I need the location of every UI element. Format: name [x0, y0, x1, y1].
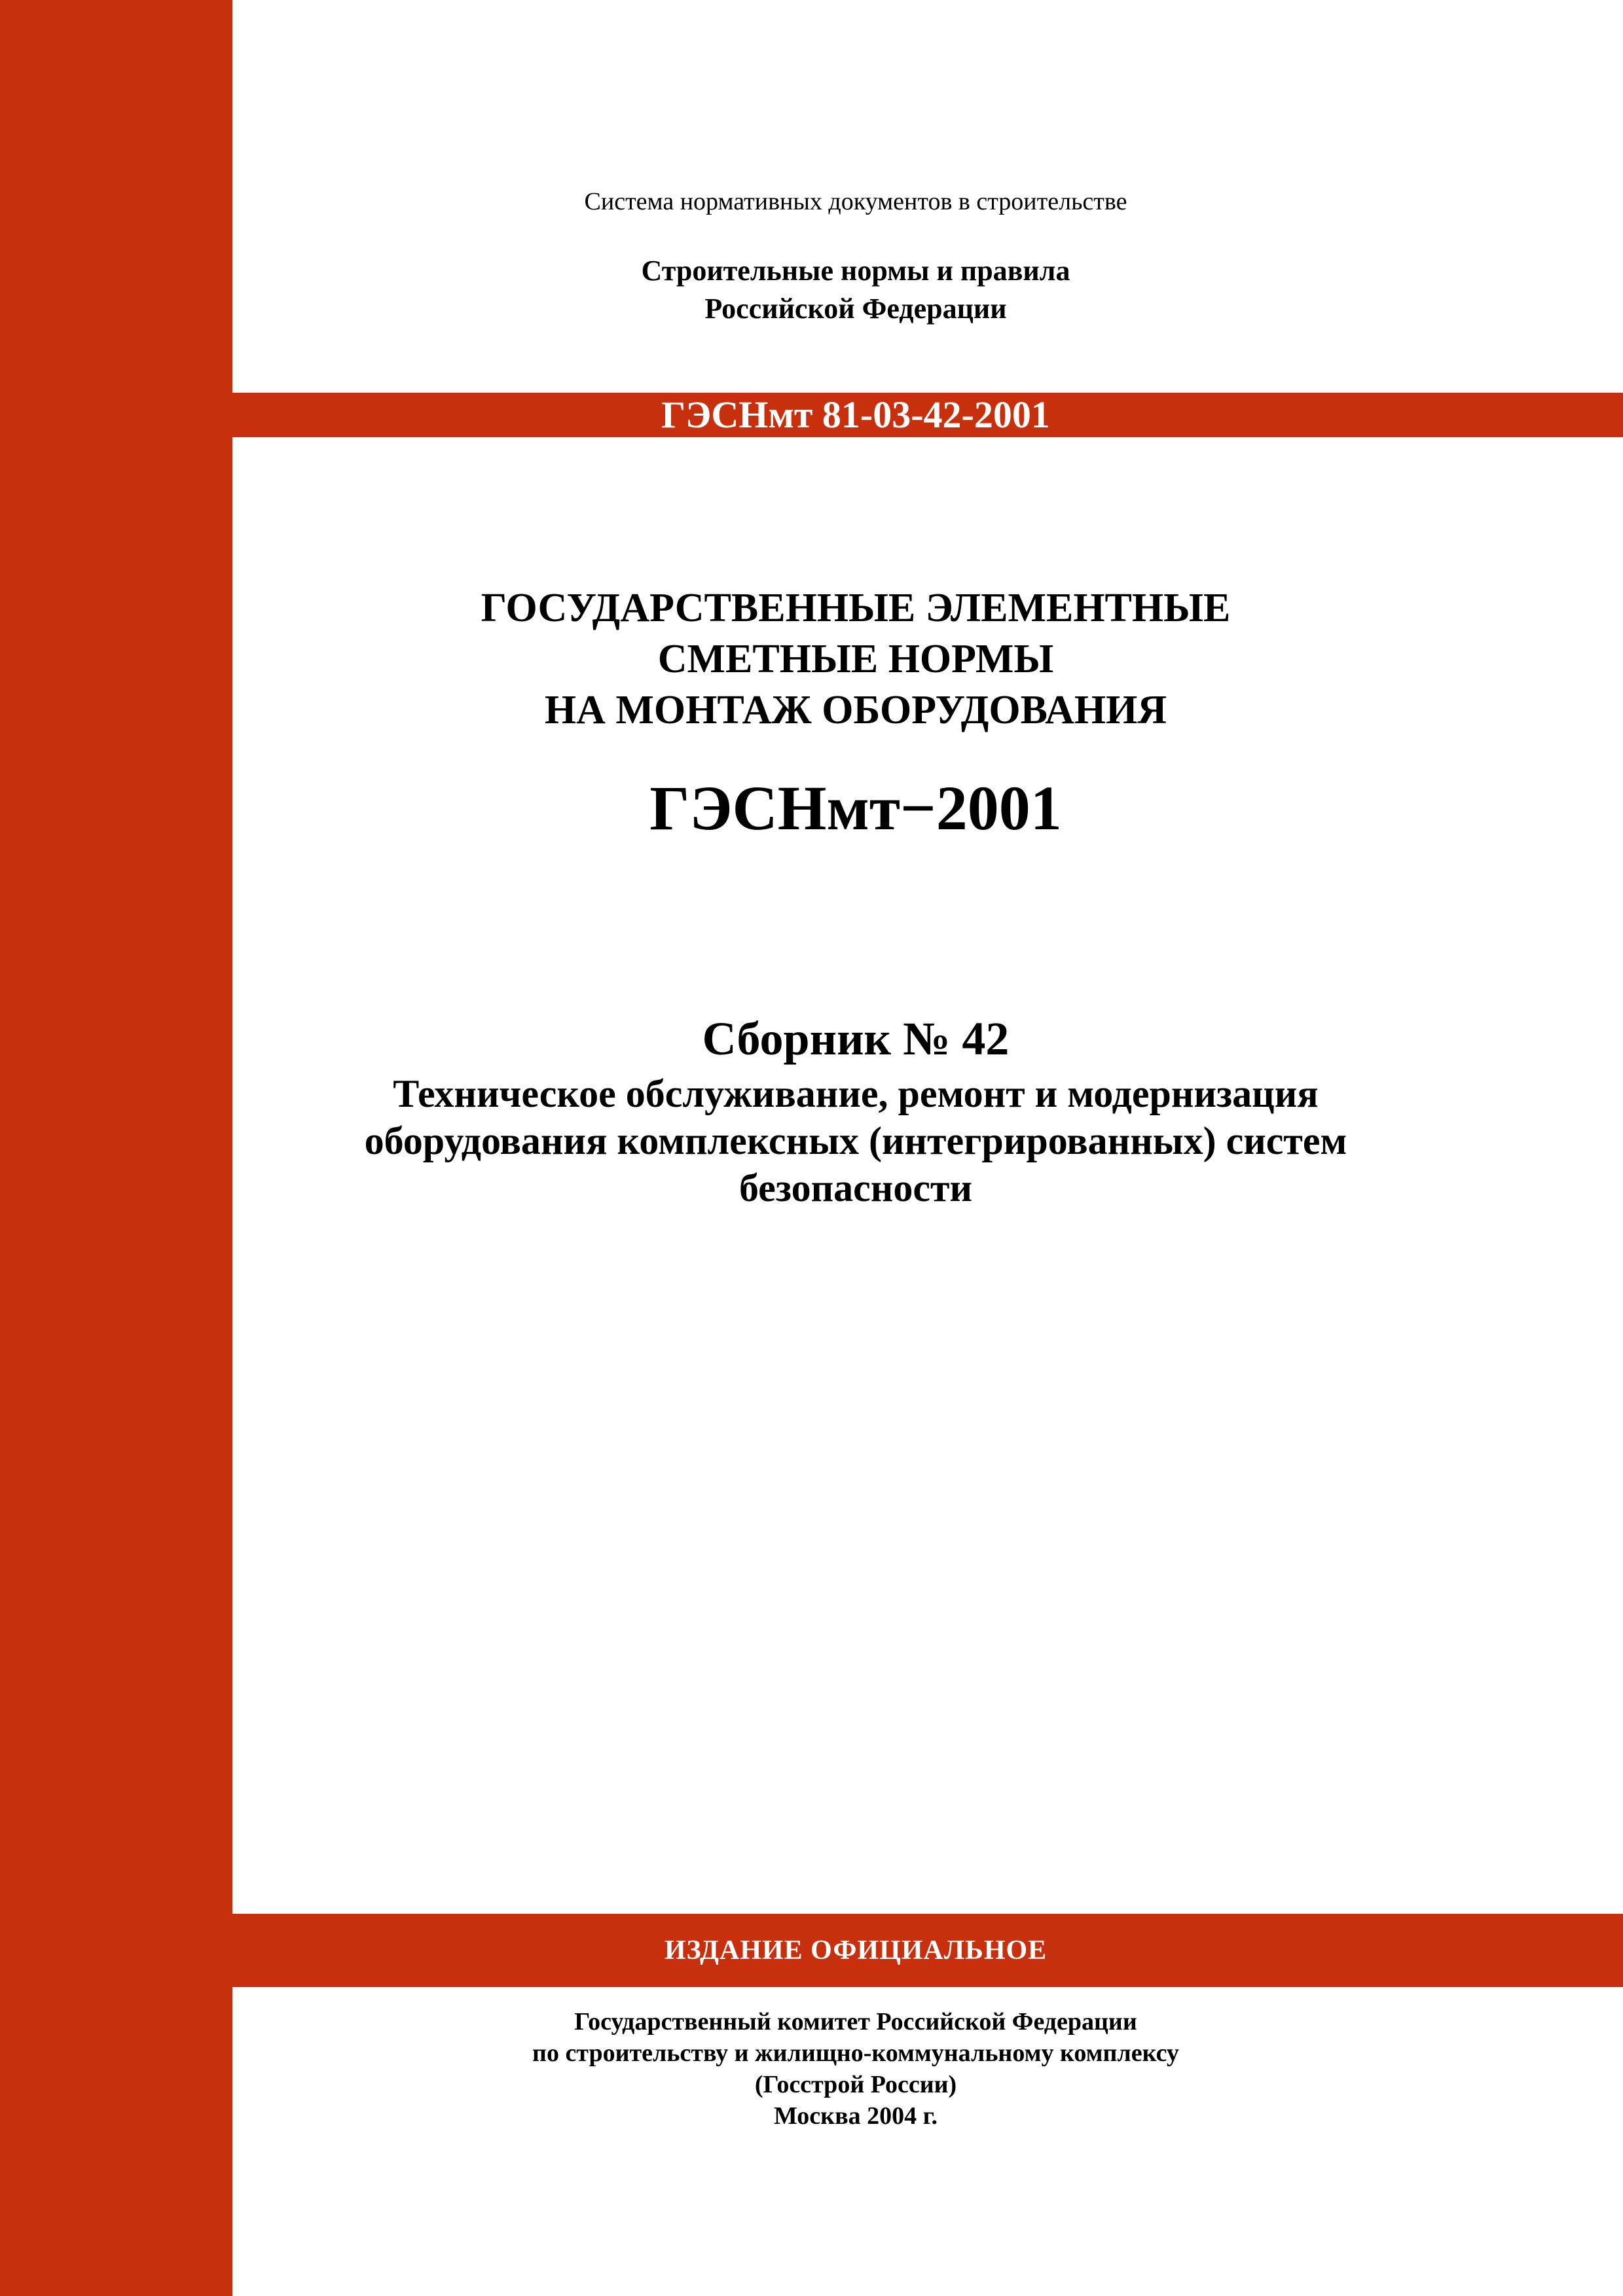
collection-number-text: Сборник № 42: [702, 1013, 1010, 1065]
main-title: [232, 583, 1623, 736]
publisher-line: Москва 2004 г.: [773, 2102, 938, 2130]
system-title-text: Система нормативных документов в строительстве: [584, 188, 1127, 215]
document-code: ГЭСНмт 81-03-42-2001: [661, 393, 1050, 436]
collection-description-line: оборудования комплексных (интегрированных) систем: [364, 1119, 1347, 1162]
publisher-line: Государственный комитет Российской Федерации: [574, 2008, 1137, 2036]
main-title-line: НА МОНТАЖ ОБОРУДОВАНИЯ: [544, 688, 1167, 732]
official-edition-text: ИЗДАНИЕ ОФИЦИАЛЬНОЕ: [664, 1935, 1048, 1965]
document-code-band: [232, 393, 1623, 437]
publisher-block: [232, 2006, 1623, 2132]
publisher-line: (Госстрой России): [754, 2071, 957, 2098]
publisher-line: по строительству и жилищно-коммунальному комплексу: [532, 2039, 1179, 2067]
system-title: [232, 187, 1623, 217]
left-accent-bar: [0, 0, 232, 2296]
collection-description: [232, 1070, 1623, 1211]
main-title-line: ГОСУДАРСТВЕННЫЕ ЭЛЕМЕНТНЫЕ: [481, 586, 1231, 630]
official-edition-band: [232, 1914, 1623, 1987]
main-code: [232, 772, 1623, 844]
snip-title-line: Строительные нормы и правила: [641, 255, 1070, 287]
main-title-line: СМЕТНЫЕ НОРМЫ: [657, 637, 1054, 681]
snip-title-line: Российской Федерации: [704, 293, 1007, 325]
collection-description-line: безопасности: [739, 1166, 973, 1210]
collection-description-line: Техническое обслуживание, ремонт и модернизация: [393, 1072, 1319, 1115]
main-code-text: ГЭСНмт−2001: [649, 773, 1062, 843]
collection-number: [232, 1011, 1623, 1066]
snip-title: [232, 252, 1623, 328]
